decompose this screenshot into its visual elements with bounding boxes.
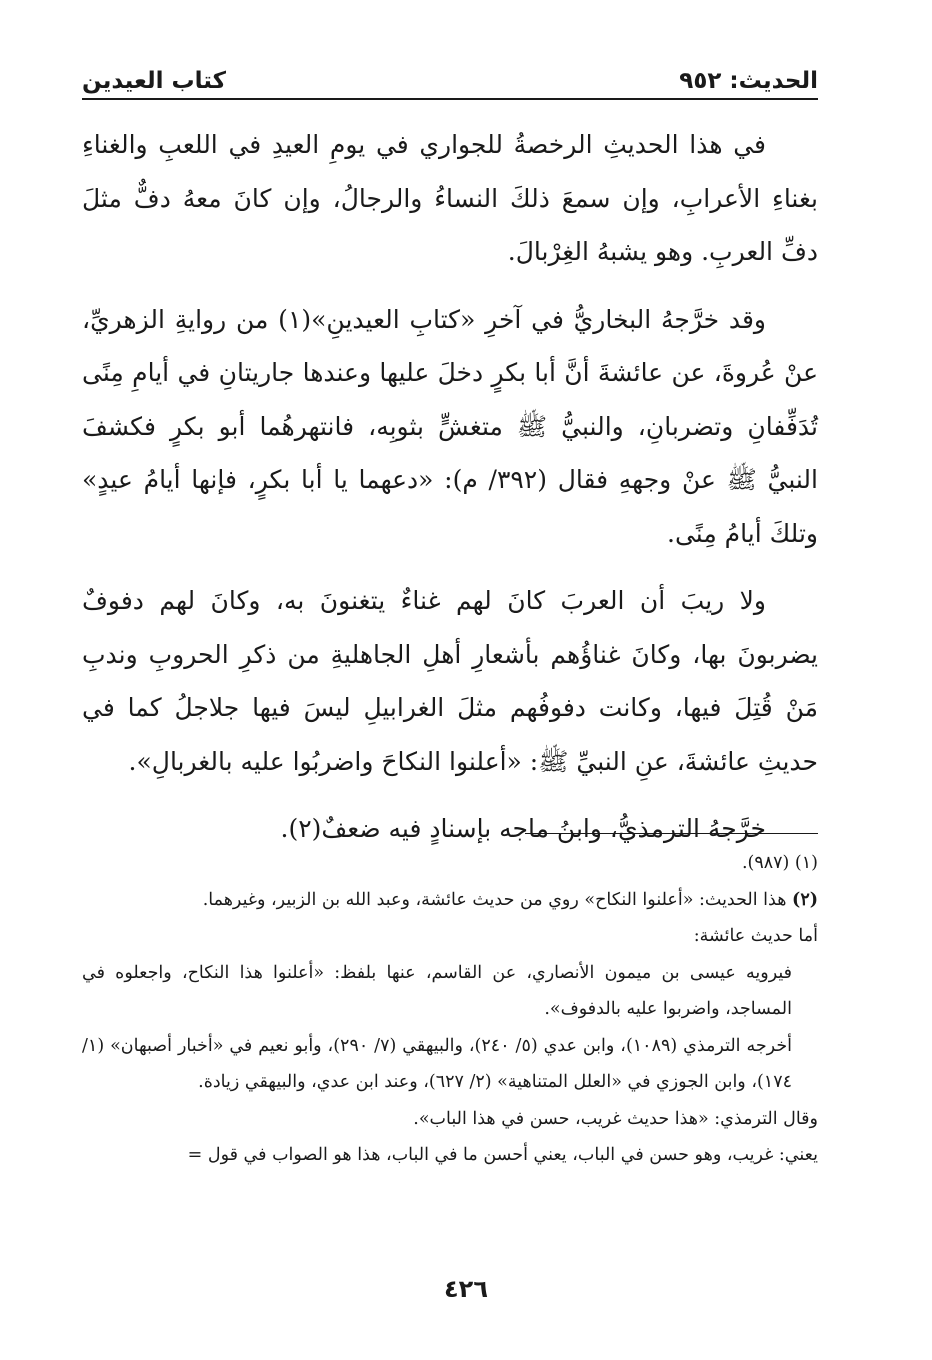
paragraph: في هذا الحديثِ الرخصةُ للجواري في يومِ العيدِ في اللعبِ والغناءِ بغناءِ الأعرابِ، وإن سمعَ ذلكَ النساءُ والرجالُ، وإن كانَ معهُ دفٌّ مثلَ دفِّ العربِ. وهو يشبهُ الغِرْبالَ. (82, 130, 818, 266)
footnote-aisha-heading: أما حديث عائشة: (693, 926, 818, 946)
paragraph: خرَّجهُ الترمذيُّ، وابنُ ماجه بإسنادٍ فيه ضعفٌ(٢). (280, 814, 766, 843)
paragraph: وقد خرَّجهُ البخاريُّ في آخرِ «كتابِ العيدينِ»(١) من روايةِ الزهريِّ، عنْ عُروةَ، عن عائشةَ أنَّ أبا بكرٍ دخلَ عليها وعندها جاريتانِ في أيامِ مِنًى تُدَفِّفانِ وتضربانِ، والنبيُّ ﷺ متغشٍّ بثوبِه، فانتهرهُما أبو بكرٍ فكشفَ النبيُّ ﷺ عنْ وجههِ فقال (٣٩٢/ م): «دعهما يا أبا بكرٍ، فإنها أيامُ عيدٍ» وتلكَ أيامُ مِنًى. (82, 304, 818, 548)
paragraph: ولا ريبَ أن العربَ كانَ لهم غناءٌ يتغنونَ به، وكانَ لهم دفوفٌ يضربونَ بها، وكانَ غناؤُهم بأشعارِ أهلِ الجاهليةِ من ذكرِ الحروبِ وندبِ مَنْ قُتِلَ فيها، وكانت دفوفُهم مثلَ الغرابيلِ ليسَ فيها جلاجلُ كما في حديثِ عائشةَ، عنِ النبيِّ ﷺ: «أعلنوا النكاحَ واضربُوا عليه بالغربالِ». (82, 586, 818, 776)
running-header (82, 58, 818, 100)
main-text (82, 118, 818, 856)
footnote-aisha-text: فيرويه عيسى بن ميمون الأنصاري، عن القاسم، عنها بلفظ: «أعلنوا هذا النكاح، واجعلوه في المساجد، واضربوا عليه بالدفوف». (82, 962, 792, 1019)
hadith-number: الحديث: ٩٥٢ (679, 68, 818, 94)
page-number: ٤٢٦ (444, 1275, 488, 1303)
footnote-1: (١) (٩٨٧). (741, 853, 818, 873)
footnotes (82, 845, 818, 1174)
footnote-2-number: (٢) (792, 889, 818, 910)
footnote-2-text: هذا الحديث: «أعلنوا النكاح» روي من حديث عائشة، وعبد الله بن الزبير، وغيرهما. (202, 889, 787, 910)
footnote-separator (525, 833, 818, 834)
footnote-meaning: يعني: غريب، وهو حسن في الباب، يعني أحسن ما في الباب، هذا هو الصواب في قول = (187, 1145, 818, 1165)
footnote-takhrij: أخرجه الترمذي (١٠٨٩)، وابن عدي (٥/ ٢٤٠)، والبيهقي (٧/ ٢٩٠)، وأبو نعيم في «أخبار أصبهان» (١/ ١٧٤)، وابن الجوزي في «العلل المتناهية» (٢/ ٦٢٧)، وعند ابن عدي، والبيهقي زيادة. (82, 1035, 793, 1092)
footnote-2 (82, 882, 818, 919)
book-title: كتاب العيدين (82, 68, 227, 94)
footnote-tirmidhi: وقال الترمذي: «هذا حديث غريب، حسن في هذا الباب». (413, 1108, 818, 1129)
